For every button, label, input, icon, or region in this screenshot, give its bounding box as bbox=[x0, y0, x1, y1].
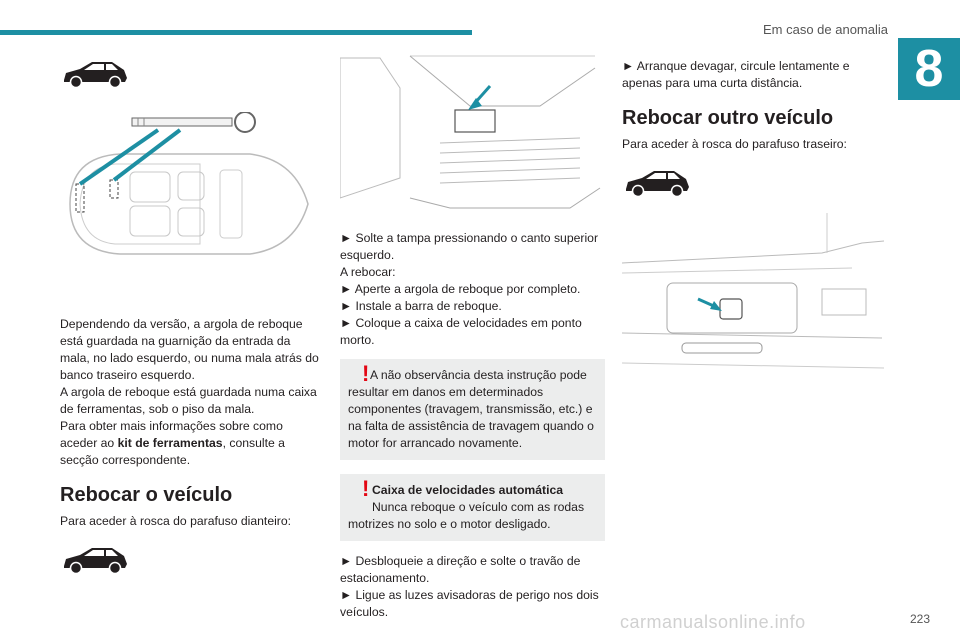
towing-eye-location-diagram bbox=[60, 112, 322, 272]
warning-box-damage bbox=[340, 359, 605, 460]
chapter-badge: 8 bbox=[898, 38, 960, 100]
front-bumper-cover-diagram bbox=[340, 48, 605, 218]
header-accent-bar bbox=[0, 30, 472, 35]
rear-bumper-cover-diagram bbox=[622, 213, 884, 373]
column-2 bbox=[340, 48, 605, 621]
section-title: Em caso de anomalia bbox=[762, 22, 888, 37]
car-side-icon bbox=[60, 58, 130, 90]
car-side-icon-rear bbox=[622, 167, 692, 199]
rear-access-text: Para aceder à rosca do parafuso traseiro: bbox=[622, 137, 847, 151]
step-drive-slowly: ► Arranque devagar, circule lentamente e apenas para uma curta distância. bbox=[622, 59, 850, 90]
step-hazard-lights: ► Ligue as luzes avisadoras de perigo nos dois veículos. bbox=[340, 588, 599, 619]
column-1 bbox=[60, 58, 322, 576]
warning-box-automatic bbox=[340, 474, 605, 541]
intro-paragraph-3 bbox=[60, 418, 322, 469]
warning-title-automatic: Caixa de velocidades automática bbox=[372, 483, 564, 497]
intro-paragraph-1: Dependendo da versão, a argola de reboque está guardada na guarnição da entrada da mala, no lado esquerdo, ou numa mala atrás do banco traseiro esquerdo. bbox=[60, 317, 319, 382]
watermark: carmanualsonline.info bbox=[620, 612, 806, 632]
tool-kit-reference: kit de ferramentas bbox=[117, 436, 223, 450]
warning-icon: ! bbox=[362, 361, 370, 386]
step-release-cover: ► Solte a tampa pressionando o canto superior esquerdo. bbox=[340, 231, 598, 262]
step-tighten-eye: ► Aperte a argola de reboque por completo. bbox=[340, 282, 581, 296]
intro-text-end: , consulte a secção correspondente. bbox=[60, 436, 285, 467]
heading-tow-vehicle: Rebocar o veículo bbox=[60, 484, 233, 506]
heading-tow-other-vehicle: Rebocar outro veículo bbox=[622, 107, 834, 129]
intro-paragraph-2: A argola de reboque está guardada numa caixa de ferramentas, sob o piso da mala. bbox=[60, 385, 317, 416]
warning-text-automatic: Nunca reboque o veículo com as rodas motrizes no solo e o motor desligado. bbox=[348, 500, 585, 531]
step-release-brake: ► Desbloqueie a direção e solte o travão de estacionamento. bbox=[340, 554, 581, 585]
page-number: 223 bbox=[909, 612, 930, 626]
front-access-text: Para aceder à rosca do parafuso dianteiro: bbox=[60, 514, 292, 528]
warning-text-damage: A não observância desta instrução pode resultar em danos em determinados componentes (travagem, transmissão, etc.) e na falta de assistência de travagem quando o motor for arrancado novamente. bbox=[348, 368, 594, 450]
to-tow-label: A rebocar: bbox=[340, 265, 396, 279]
intro-text: Para obter mais informações sobre como aceder ao bbox=[60, 419, 283, 450]
column-3 bbox=[622, 58, 884, 373]
step-neutral: ► Coloque a caixa de velocidades em ponto morto. bbox=[340, 316, 582, 347]
warning-icon-2: ! bbox=[362, 476, 370, 501]
car-side-icon-front bbox=[60, 544, 130, 576]
step-install-bar: ► Instale a barra de reboque. bbox=[340, 299, 502, 313]
